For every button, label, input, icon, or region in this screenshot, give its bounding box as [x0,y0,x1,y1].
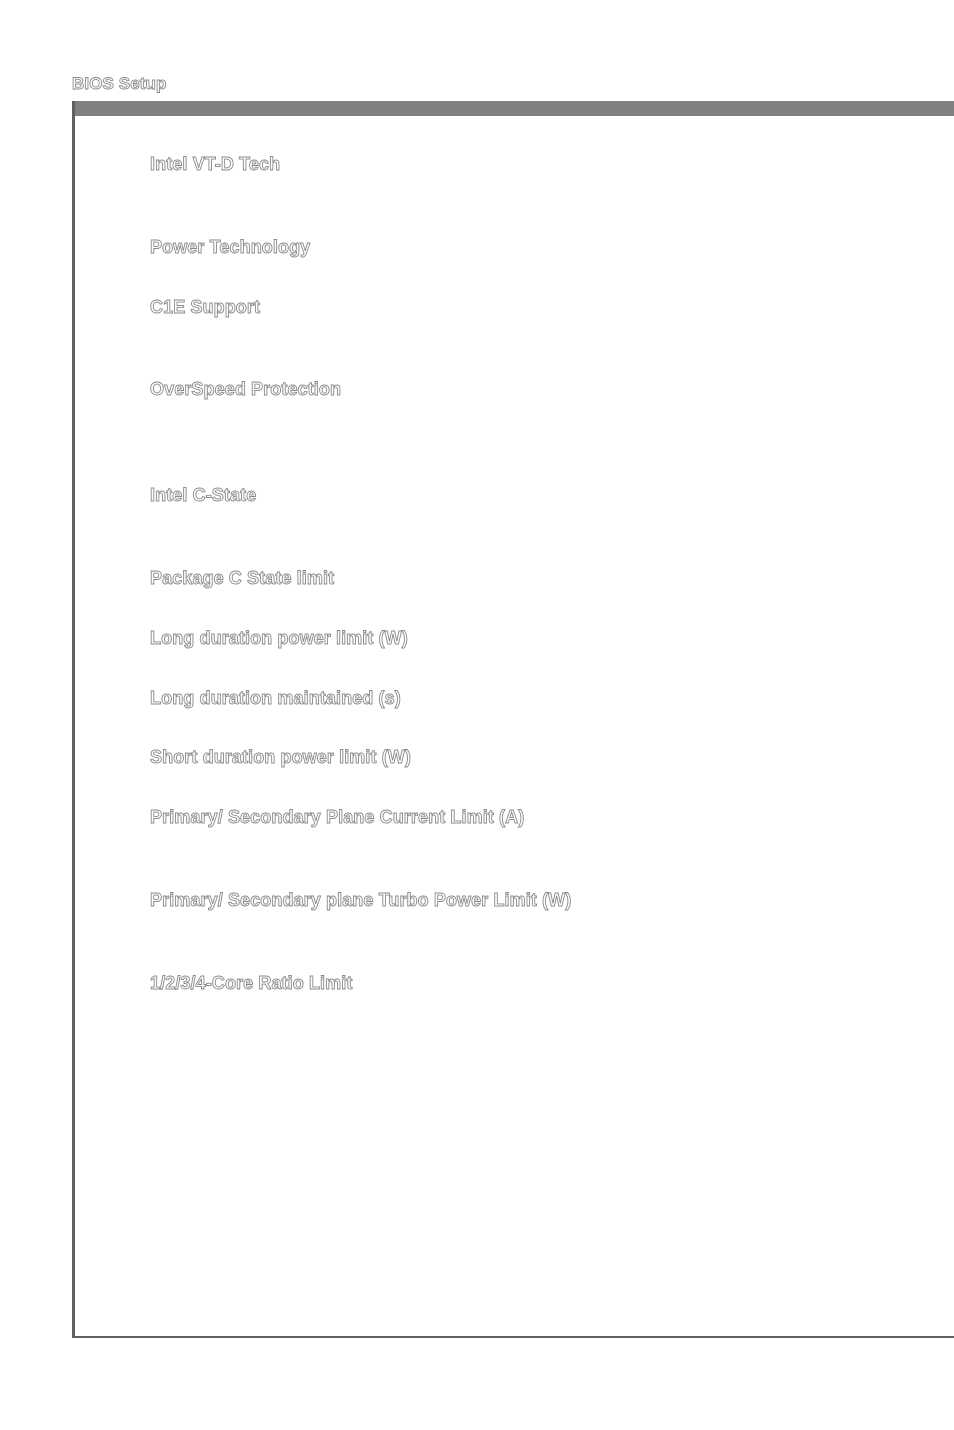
page-header-title: BIOS Setup [72,74,167,93]
item-plane-current-limit: Primary/ Secondary Plane Current Limit (A) [150,807,525,827]
item-short-duration-power-limit: Short duration power limit (W) [150,747,411,767]
item-long-duration-power-limit: Long duration power limit (W) [150,628,408,648]
item-c1e-support: C1E Support [150,297,261,317]
left-border-rule [72,101,75,1338]
item-long-duration-maintained: Long duration maintained (s) [150,688,401,708]
item-overspeed-protection: OverSpeed Protection [150,379,342,399]
header-bar [72,101,954,116]
item-power-technology: Power Technology [150,237,311,257]
item-core-ratio-limit: 1/2/3/4-Core Ratio Limit [150,973,353,993]
item-intel-vtd-tech: Intel VT-D Tech [150,154,281,174]
item-package-c-state-limit: Package C State limit [150,568,335,588]
item-intel-c-state: Intel C-State [150,485,257,505]
bottom-border-rule [72,1336,954,1338]
item-plane-turbo-power-limit: Primary/ Secondary plane Turbo Power Limit (W) [150,890,572,910]
